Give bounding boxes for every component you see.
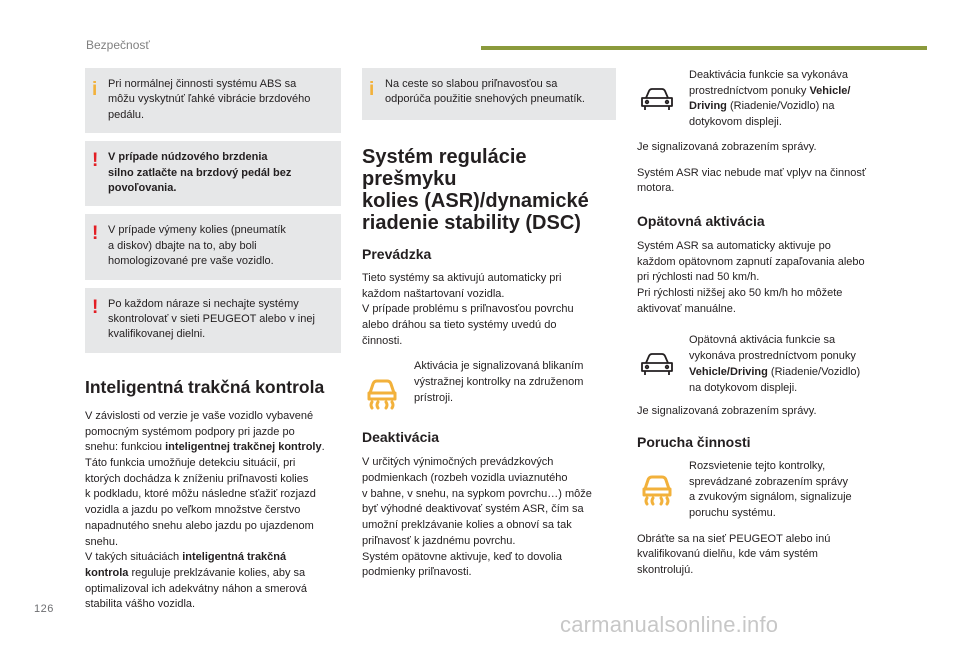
warning-icon: !: [92, 150, 99, 172]
reactivation-menu-row: [637, 333, 909, 396]
info-box-snow-tyres: [362, 68, 616, 120]
info-box-abs: [85, 68, 341, 133]
paragraph-malfunction: Obráťte sa na sieť PEUGEOT alebo inú kvalifikovanú dielňu, kde vám systém skontrolujú.: [637, 532, 831, 577]
lamp-description: Aktivácia je signalizovaná blikaním výstražnej kontrolky na združenom prístroji.: [414, 360, 584, 404]
warning-icon: !: [92, 296, 99, 318]
deactivation-menu-text: Deaktivácia funkcie sa vykonáva prostredníctvom ponuky Vehicle/ Driving (Riadenie/Vozidlo) na dotykovom displeji.: [689, 69, 851, 129]
deactivation-menu-row: [637, 68, 909, 131]
warning-text-line: Po každom náraze si nechajte systémy: [108, 297, 299, 310]
warning-box-emergency-braking: [85, 141, 341, 206]
info-text-line: odporúča použitie snehových pneumatík.: [385, 93, 585, 106]
message-text-1: Je signalizovaná zobrazením správy.: [637, 140, 817, 153]
info-text-line: môžu vyskytnúť ľahké vibrácie brzdového: [108, 93, 311, 106]
warning-box-wheels: [85, 214, 341, 279]
warning-text-line: V prípade výmeny kolies (pneumatík: [108, 224, 286, 237]
watermark: carmanualsonline.info: [560, 612, 779, 637]
subheading-malfunction: Porucha činnosti: [637, 433, 751, 450]
skid-warning-lamp-icon: [637, 467, 677, 507]
section-heading-intelligent-traction: Inteligentná trakčná kontrola: [85, 376, 325, 397]
info-text-line: Pri normálnej činnosti systému ABS sa: [108, 78, 297, 90]
header-title: Bezpečnosť: [86, 38, 150, 52]
car-menu-icon: [637, 345, 677, 385]
warning-lamp-row: [362, 359, 616, 411]
warning-icon: !: [92, 223, 99, 245]
car-menu-icon: [637, 80, 677, 120]
skid-warning-lamp-icon: [362, 371, 402, 411]
column-right: [637, 68, 909, 579]
info-text-line: Na ceste so slabou priľnavosťou sa: [385, 78, 558, 90]
subheading-deactivation: Deaktivácia: [362, 429, 440, 446]
message-text-2: Je signalizovaná zobrazením správy.: [637, 405, 817, 418]
paragraph-operation: Tieto systémy sa aktivujú automaticky pri každom naštartovaní vozidla. V prípade problému s priľnavosťou povrchu alebo dráhou sa tieto systémy uvedú do činnosti.: [362, 271, 574, 347]
warning-text-line: skontrolovať v sieti PEUGEOT alebo v inej: [108, 313, 315, 326]
warning-box-impact: [85, 288, 341, 353]
header-accent-bar: [481, 46, 927, 50]
warning-text-line: kvalifikovanej dielni.: [108, 328, 206, 341]
info-icon: i: [369, 79, 375, 100]
subheading-operation: Prevádzka: [362, 245, 432, 262]
paragraph-reactivation: Systém ASR sa automaticky aktivuje po každom opätovnom zapnutí zapaľovania alebo pri rýchlosti nad 50 km/h. Pri rýchlosti nižšej ako 50 km/h ho môžete aktivovať manuálne.: [637, 239, 865, 315]
warning-text-line: V prípade núdzového brzdenia: [108, 151, 268, 164]
paragraph-intelligent-traction: V závislosti od verzie je vaše vozidlo vybavené pomocným systémom podpory pri jazde po snehu: funkciou inteligentnej trakčnej kontroly. Táto funkcia umožňuje detekciu situácií, pri ktorých dochádza k zníženiu priľnavosti kolies k podkladu, ktoré môžu následne sťažiť rozjazd vozidla a jazdu po veľkom množstve čerstvo napadnutého snehu alebo jazdu po ujazdenom snehu. V takých situáciách inteligentná trakčná kontrola reguluje preklzávanie kolies, aby sa optimalizoval ich adekvátny náhon a smerová stabilita vášho vozidla.: [85, 409, 325, 611]
paragraph-asr-off: Systém ASR viac nebude mať vplyv na činnosť motora.: [637, 166, 866, 195]
column-left: [85, 68, 341, 613]
paragraph-deactivation: V určitých výnimočných prevádzkových podmienkach (rozbeh vozidla uviaznutého v bahne, v snehu, na sypkom povrchu…) môže byť výhodné deaktivovať systém ASR, čím sa umožní preklzávanie kolies a obnoví sa tak priľnavosť k jazdnému povrchu. Systém opätovne aktivuje, keď to dovolia podmienky priľnavosti.: [362, 456, 592, 579]
column-middle: [362, 68, 616, 581]
reactivation-menu-text: Opätovná aktivácia funkcie sa vykonáva prostredníctvom ponuky Vehicle/Driving (Riadenie/Vozidlo) na dotykovom displeji.: [689, 334, 861, 394]
warning-text-line: povoľovania.: [108, 182, 177, 195]
section-heading-asr-dsc: Systém regulácie prešmyku kolies (ASR)/dynamické riadenie stability (DSC): [362, 145, 589, 234]
warning-text-line: homologizované pre vaše vozidlo.: [108, 255, 274, 268]
malfunction-lamp-text: Rozsvietenie tejto kontrolky, sprevádzané zobrazením správy a zvukovým signálom, signalizuje poruchu systému.: [689, 459, 852, 520]
info-text-line: pedálu.: [108, 108, 145, 121]
page-number: 126: [34, 603, 54, 615]
info-icon: i: [92, 79, 98, 100]
warning-text-line: a diskov) dbajte na to, aby boli: [108, 239, 257, 252]
malfunction-lamp-row: [637, 459, 909, 522]
warning-text-line: silno zatlačte na brzdový pedál bez: [108, 166, 292, 179]
subheading-reactivation: Opätovná aktivácia: [637, 212, 765, 229]
